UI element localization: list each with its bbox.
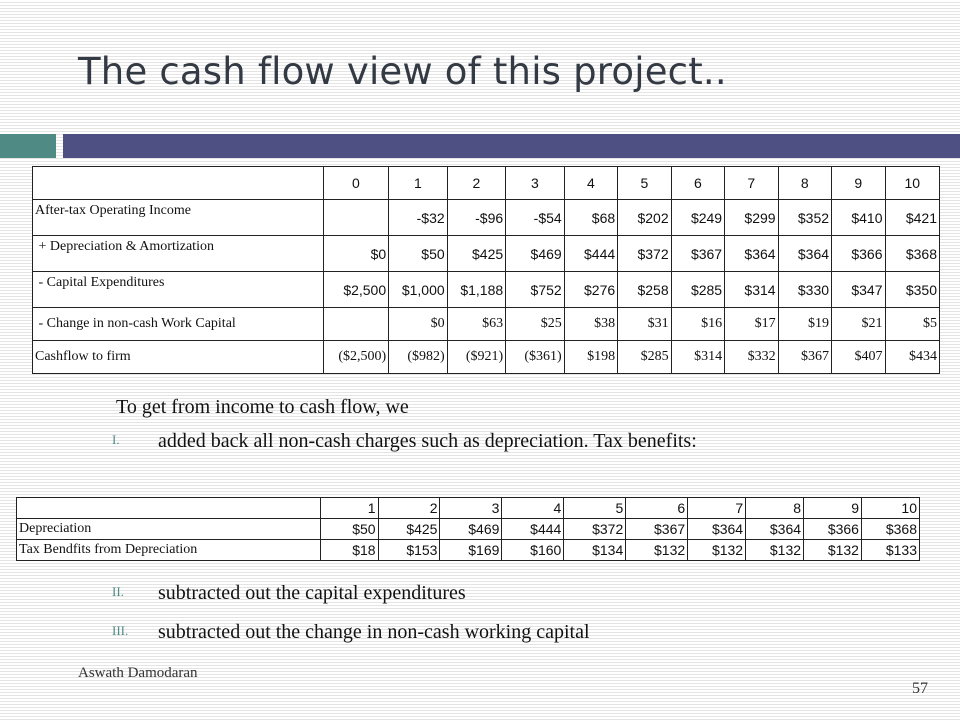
- value-cell: $330: [778, 272, 831, 308]
- value-cell: $19: [778, 308, 831, 341]
- row-label: Depreciation: [17, 519, 321, 540]
- row-label: - Capital Expenditures: [33, 272, 324, 308]
- year-header-cell: 8: [778, 167, 831, 200]
- depreciation-row: [33, 236, 940, 272]
- value-cell: $63: [447, 308, 506, 341]
- value-cell: $366: [832, 236, 885, 272]
- year-header-cell: 7: [688, 498, 746, 519]
- value-cell: $367: [671, 236, 724, 272]
- value-cell: $364: [778, 236, 831, 272]
- list-item: [112, 580, 796, 607]
- value-cell: $249: [671, 200, 724, 236]
- value-cell: $1,188: [447, 272, 506, 308]
- tax-benefit-table: [16, 497, 920, 561]
- value-cell: $364: [746, 519, 804, 540]
- accent-bar-left: [0, 134, 56, 158]
- value-cell: ($982): [389, 341, 448, 374]
- value-cell: $133: [861, 540, 919, 561]
- year-header-cell: 4: [502, 498, 564, 519]
- list-item-text: subtracted out the capital expenditures: [158, 582, 466, 604]
- value-cell: $367: [778, 341, 831, 374]
- value-cell: $16: [671, 308, 724, 341]
- value-cell: $368: [885, 236, 940, 272]
- value-cell: $299: [725, 200, 778, 236]
- list-item: [112, 619, 796, 646]
- year-header-cell: 1: [389, 167, 448, 200]
- year-header-cell: 4: [564, 167, 617, 200]
- value-cell: $444: [564, 236, 617, 272]
- value-cell: ($2,500): [323, 341, 389, 374]
- value-cell: $50: [320, 519, 378, 540]
- capex-row: [33, 272, 940, 308]
- list-item-text: added back all non-cash charges such as depreciation. Tax benefits:: [158, 430, 697, 452]
- value-cell: $332: [725, 341, 778, 374]
- value-cell: $198: [564, 341, 617, 374]
- value-cell: $0: [323, 236, 389, 272]
- list-marker: I.: [112, 432, 120, 447]
- year-header-cell: 9: [832, 167, 885, 200]
- value-cell: $469: [440, 519, 502, 540]
- working-capital-row: [33, 308, 940, 341]
- author-footer: Aswath Damodaran: [78, 665, 198, 681]
- value-cell: $1,000: [389, 272, 448, 308]
- value-cell: $434: [885, 341, 940, 374]
- value-cell: $169: [440, 540, 502, 561]
- year-header-cell: 9: [804, 498, 862, 519]
- list-item-text: subtracted out the change in non-cash working capital: [158, 621, 590, 643]
- slide-title: The cash flow view of this project..: [78, 50, 727, 93]
- accent-bar-right: [63, 134, 960, 158]
- year-header-cell: 3: [440, 498, 502, 519]
- value-cell: ($361): [506, 341, 565, 374]
- cashflow-to-firm-row: [33, 341, 940, 374]
- value-cell: $132: [688, 540, 746, 561]
- tax-depreciation-row: [17, 519, 920, 540]
- value-cell: $425: [447, 236, 506, 272]
- intro-text: To get from income to cash flow, we: [116, 396, 409, 418]
- list-item: [112, 428, 796, 455]
- row-label: Tax Bendfits from Depreciation: [17, 540, 321, 561]
- value-cell: $314: [671, 341, 724, 374]
- value-cell: $153: [378, 540, 440, 561]
- year-header-cell: 10: [885, 167, 940, 200]
- value-cell: $410: [832, 200, 885, 236]
- value-cell: $276: [564, 272, 617, 308]
- value-cell: $25: [506, 308, 565, 341]
- page-number: 57: [912, 680, 928, 697]
- value-cell: $314: [725, 272, 778, 308]
- year-header-cell: 6: [626, 498, 688, 519]
- list-marker: II.: [112, 584, 124, 599]
- value-cell: $50: [389, 236, 448, 272]
- row-label: Cashflow to firm: [33, 341, 324, 374]
- value-cell: ($921): [447, 341, 506, 374]
- row-label: After-tax Operating Income: [33, 200, 324, 236]
- year-header-cell: 7: [725, 167, 778, 200]
- header-corner-cell: [17, 498, 321, 519]
- value-cell: $364: [688, 519, 746, 540]
- value-cell: $421: [885, 200, 940, 236]
- year-header-cell: 6: [671, 167, 724, 200]
- year-header-cell: 5: [564, 498, 626, 519]
- year-header-cell: 0: [323, 167, 389, 200]
- year-header-cell: 5: [618, 167, 671, 200]
- cashflow-table: [32, 166, 940, 374]
- tax-header-row: [17, 498, 920, 519]
- year-header-cell: 2: [378, 498, 440, 519]
- value-cell: $372: [564, 519, 626, 540]
- value-cell: $132: [626, 540, 688, 561]
- value-cell: $407: [832, 341, 885, 374]
- value-cell: $17: [725, 308, 778, 341]
- value-cell: $364: [725, 236, 778, 272]
- value-cell: $18: [320, 540, 378, 561]
- value-cell: $258: [618, 272, 671, 308]
- value-cell: $5: [885, 308, 940, 341]
- value-cell: -$54: [506, 200, 565, 236]
- row-label: - Change in non-cash Work Capital: [33, 308, 324, 341]
- value-cell: $372: [618, 236, 671, 272]
- value-cell: $752: [506, 272, 565, 308]
- year-header-cell: 1: [320, 498, 378, 519]
- value-cell: [323, 200, 389, 236]
- tax-benefit-row: [17, 540, 920, 561]
- row-label: + Depreciation & Amortization: [33, 236, 324, 272]
- value-cell: $425: [378, 519, 440, 540]
- year-header-cell: 2: [447, 167, 506, 200]
- value-cell: $132: [746, 540, 804, 561]
- value-cell: $0: [389, 308, 448, 341]
- year-header-cell: 10: [861, 498, 919, 519]
- value-cell: $21: [832, 308, 885, 341]
- value-cell: $350: [885, 272, 940, 308]
- value-cell: $38: [564, 308, 617, 341]
- value-cell: -$32: [389, 200, 448, 236]
- year-header-cell: 8: [746, 498, 804, 519]
- value-cell: [323, 308, 389, 341]
- value-cell: $2,500: [323, 272, 389, 308]
- value-cell: -$96: [447, 200, 506, 236]
- list-marker: III.: [112, 623, 129, 638]
- value-cell: $134: [564, 540, 626, 561]
- cashflow-header-row: [33, 167, 940, 200]
- header-corner-cell: [33, 167, 324, 200]
- value-cell: $469: [506, 236, 565, 272]
- value-cell: $285: [671, 272, 724, 308]
- value-cell: $444: [502, 519, 564, 540]
- value-cell: $132: [804, 540, 862, 561]
- value-cell: $68: [564, 200, 617, 236]
- value-cell: $368: [861, 519, 919, 540]
- value-cell: $352: [778, 200, 831, 236]
- value-cell: $160: [502, 540, 564, 561]
- value-cell: $366: [804, 519, 862, 540]
- value-cell: $285: [618, 341, 671, 374]
- value-cell: $367: [626, 519, 688, 540]
- operating-income-row: [33, 200, 940, 236]
- value-cell: $202: [618, 200, 671, 236]
- value-cell: $347: [832, 272, 885, 308]
- value-cell: $31: [618, 308, 671, 341]
- year-header-cell: 3: [506, 167, 565, 200]
